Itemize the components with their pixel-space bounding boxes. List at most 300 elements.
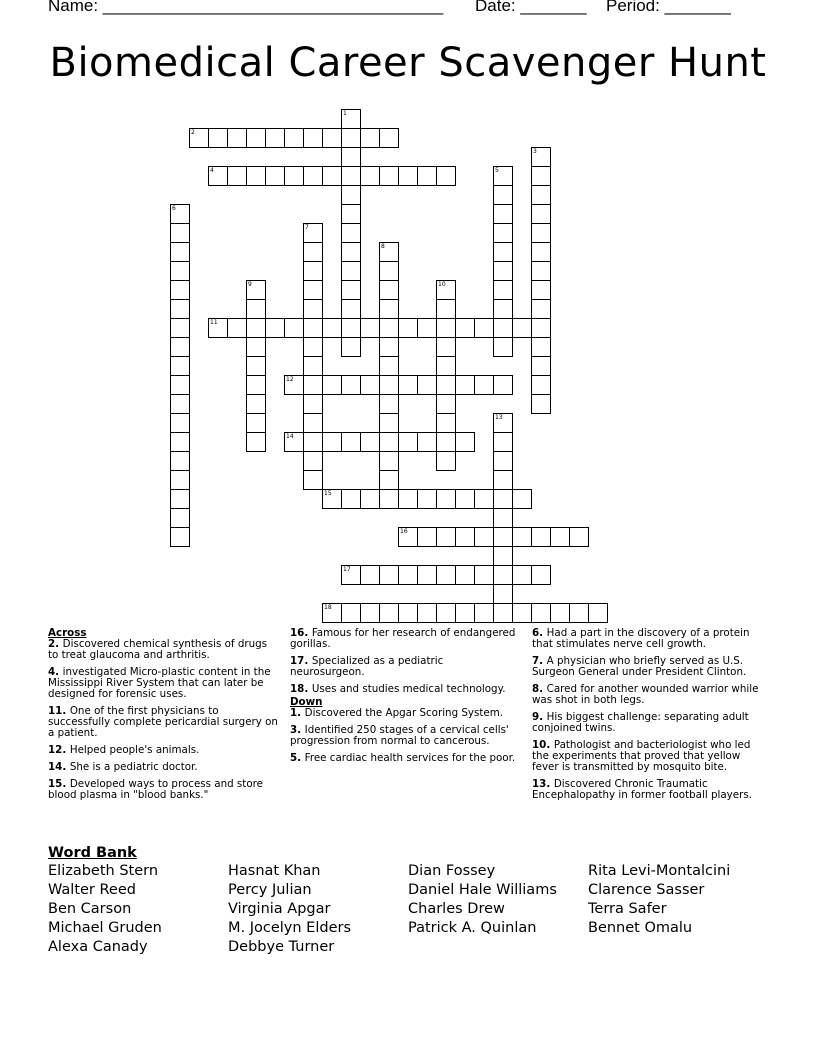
word-bank-item: Percy Julian [228, 882, 312, 898]
across-heading: Across [48, 627, 87, 639]
grid-cell[interactable] [493, 508, 513, 528]
grid-cell[interactable] [303, 451, 323, 471]
grid-cell[interactable] [227, 318, 247, 338]
grid-cell[interactable] [493, 527, 513, 547]
grid-cell[interactable] [322, 128, 342, 148]
grid-cell[interactable] [170, 451, 190, 471]
grid-cell[interactable] [550, 527, 570, 547]
clue-number-label: 10. [532, 739, 554, 751]
grid-cell[interactable] [493, 489, 513, 509]
grid-cell[interactable] [246, 128, 266, 148]
page-title: Biomedical Career Scavenger Hunt [49, 40, 767, 86]
grid-cell[interactable] [379, 166, 399, 186]
word-bank-item: Dian Fossey [408, 863, 496, 879]
grid-cell[interactable] [417, 603, 437, 623]
grid-cell[interactable] [550, 603, 570, 623]
grid-cell[interactable] [360, 489, 380, 509]
grid-cell[interactable] [531, 185, 551, 205]
grid-cell[interactable] [360, 432, 380, 452]
grid-cell[interactable] [170, 527, 190, 547]
clue-number-label: 2. [48, 638, 63, 650]
clue-down [290, 708, 518, 719]
grid-cell[interactable] [170, 489, 190, 509]
grid-cell[interactable] [417, 166, 437, 186]
grid-cell[interactable] [474, 489, 494, 509]
clue-text: Developed ways to process and store blood plasma in "blood banks." [48, 778, 263, 801]
clue-down [532, 684, 768, 706]
grid-cell[interactable] [531, 394, 551, 414]
clues-column-2 [290, 628, 518, 770]
grid-cell[interactable] [341, 432, 361, 452]
grid-cell[interactable] [455, 565, 475, 585]
grid-cell[interactable] [436, 527, 456, 547]
grid-cell[interactable] [303, 337, 323, 357]
grid-cell[interactable] [474, 527, 494, 547]
clue-number-label: 18. [290, 683, 312, 695]
grid-cell[interactable] [170, 356, 190, 376]
grid-cell[interactable] [493, 451, 513, 471]
grid-cell[interactable] [417, 565, 437, 585]
clue-text: Specialized as a pediatric neurosurgeon. [290, 655, 444, 678]
grid-cell[interactable] [436, 565, 456, 585]
grid-cell[interactable] [493, 166, 513, 186]
grid-cell[interactable] [341, 185, 361, 205]
grid-cell[interactable] [246, 413, 266, 433]
clue-text: Cared for another wounded warrior while was shot in both legs. [532, 683, 759, 706]
grid-cell[interactable] [379, 318, 399, 338]
grid-cell[interactable] [303, 470, 323, 490]
grid-cell[interactable] [322, 489, 342, 509]
grid-cell[interactable] [246, 318, 266, 338]
grid-cell[interactable] [493, 413, 513, 433]
clue-number: 10 [438, 281, 446, 288]
grid-cell[interactable] [341, 318, 361, 338]
grid-cell[interactable] [341, 261, 361, 281]
clue-number-label: 3. [290, 724, 305, 736]
grid-cell[interactable] [531, 318, 551, 338]
grid-cell[interactable] [170, 261, 190, 281]
word-bank-column [48, 862, 162, 957]
grid-cell[interactable] [436, 166, 456, 186]
grid-cell[interactable] [303, 375, 323, 395]
grid-cell[interactable] [379, 394, 399, 414]
grid-cell[interactable] [170, 280, 190, 300]
grid-cell[interactable] [379, 242, 399, 262]
grid-cell[interactable] [436, 432, 456, 452]
grid-cell[interactable] [170, 337, 190, 357]
grid-cell[interactable] [398, 432, 418, 452]
grid-cell[interactable] [360, 128, 380, 148]
grid-cell[interactable] [531, 147, 551, 167]
grid-cell[interactable] [531, 261, 551, 281]
grid-cell[interactable] [531, 337, 551, 357]
grid-cell[interactable] [284, 375, 304, 395]
grid-cell[interactable] [303, 166, 323, 186]
clue-number: 3 [533, 148, 537, 155]
grid-cell[interactable] [227, 166, 247, 186]
grid-cell[interactable] [341, 242, 361, 262]
grid-cell[interactable] [303, 280, 323, 300]
clue-text: Discovered chemical synthesis of drugs to treat glaucoma and arthritis. [48, 638, 268, 661]
grid-cell[interactable] [531, 299, 551, 319]
grid-cell[interactable] [455, 375, 475, 395]
grid-cell[interactable] [493, 318, 513, 338]
clue-across [48, 706, 280, 739]
name-field[interactable]: Name: ____________________________________ [48, 0, 444, 15]
grid-cell[interactable] [322, 166, 342, 186]
grid-cell[interactable] [417, 375, 437, 395]
grid-cell[interactable] [569, 527, 589, 547]
grid-cell[interactable] [322, 603, 342, 623]
grid-cell[interactable] [398, 527, 418, 547]
grid-cell[interactable] [436, 603, 456, 623]
clue-number: 7 [305, 224, 309, 231]
grid-cell[interactable] [417, 318, 437, 338]
grid-cell[interactable] [341, 128, 361, 148]
word-bank-item: Hasnat Khan [228, 863, 321, 879]
grid-cell[interactable] [436, 413, 456, 433]
word-bank-item: Michael Gruden [48, 920, 162, 936]
grid-cell[interactable] [379, 299, 399, 319]
grid-cell[interactable] [512, 527, 532, 547]
clue-text: One of the first physicians to successfully complete pericardial surgery on a patient. [48, 705, 278, 739]
clue-number: 13 [495, 414, 503, 421]
grid-cell[interactable] [531, 204, 551, 224]
clue-number: 1 [343, 110, 347, 117]
grid-cell[interactable] [493, 242, 513, 262]
grid-cell[interactable] [303, 261, 323, 281]
clue-number: 5 [495, 167, 499, 174]
clue-text: Discovered the Apgar Scoring System. [304, 707, 504, 719]
grid-cell[interactable] [379, 356, 399, 376]
grid-cell[interactable] [493, 223, 513, 243]
grid-cell[interactable] [398, 603, 418, 623]
grid-cell[interactable] [493, 337, 513, 357]
grid-cell[interactable] [265, 166, 285, 186]
grid-cell[interactable] [531, 527, 551, 547]
grid-cell[interactable] [170, 299, 190, 319]
clue-down [290, 725, 518, 747]
grid-cell[interactable] [379, 280, 399, 300]
grid-cell[interactable] [417, 527, 437, 547]
grid-cell[interactable] [341, 147, 361, 167]
word-bank-item: Clarence Sasser [588, 882, 705, 898]
grid-cell[interactable] [303, 299, 323, 319]
grid-cell[interactable] [455, 489, 475, 509]
word-bank-item: Debbye Turner [228, 939, 335, 955]
clue-text: Helped people's animals. [69, 744, 200, 756]
clue-number-label: 12. [48, 744, 70, 756]
grid-cell[interactable] [493, 375, 513, 395]
word-bank-item: Elizabeth Stern [48, 863, 159, 879]
clue-across [290, 628, 518, 650]
clue-number: 2 [191, 129, 195, 136]
grid-cell[interactable] [284, 432, 304, 452]
grid-cell[interactable] [398, 489, 418, 509]
grid-cell[interactable] [246, 280, 266, 300]
grid-cell[interactable] [493, 470, 513, 490]
grid-cell[interactable] [493, 261, 513, 281]
clue-text: Identified 250 stages of a cervical cells' progression from normal to cancerous. [290, 724, 509, 747]
grid-cell[interactable] [341, 166, 361, 186]
clue-text: investigated Micro-plastic content in the Mississippi River System that can later be designed for forensic uses. [48, 666, 271, 700]
grid-cell[interactable] [170, 242, 190, 262]
grid-cell[interactable] [246, 166, 266, 186]
grid-cell[interactable] [284, 128, 304, 148]
clue-text: A physician who briefly served as U.S. Surgeon General under President Clinton. [532, 655, 747, 678]
word-bank-title: Word Bank [48, 845, 137, 861]
clue-number-label: 15. [48, 778, 70, 790]
clue-text: His biggest challenge: separating adult conjoined twins. [532, 711, 749, 734]
grid-cell[interactable] [303, 128, 323, 148]
clue-text: Free cardiac health services for the poor. [304, 752, 516, 764]
clue-number: 9 [248, 281, 252, 288]
grid-cell[interactable] [531, 375, 551, 395]
grid-cell[interactable] [436, 337, 456, 357]
grid-cell[interactable] [493, 603, 513, 623]
word-bank-item: Daniel Hale Williams [408, 882, 557, 898]
word-bank-item: M. Jocelyn Elders [228, 920, 352, 936]
grid-cell[interactable] [341, 109, 361, 129]
grid-cell[interactable] [379, 375, 399, 395]
down-heading: Down [290, 696, 323, 708]
grid-cell[interactable] [246, 337, 266, 357]
clue-number-label: 9. [532, 711, 547, 723]
clue-number-label: 7. [532, 655, 547, 667]
clue-text: Famous for her research of endangered gorillas. [290, 627, 516, 650]
word-bank-column [228, 862, 351, 957]
grid-cell[interactable] [341, 337, 361, 357]
grid-cell[interactable] [360, 603, 380, 623]
grid-cell[interactable] [341, 280, 361, 300]
clue-number-label: 6. [532, 627, 547, 639]
grid-cell[interactable] [493, 204, 513, 224]
grid-cell[interactable] [493, 280, 513, 300]
clue-number-label: 4. [48, 666, 63, 678]
grid-cell[interactable] [569, 603, 589, 623]
clue-text: Uses and studies medical technology. [311, 683, 506, 695]
grid-cell[interactable] [474, 375, 494, 395]
grid-cell[interactable] [303, 242, 323, 262]
word-bank-item: Walter Reed [48, 882, 136, 898]
word-bank-column [588, 862, 730, 938]
grid-cell[interactable] [379, 413, 399, 433]
grid-cell[interactable] [360, 565, 380, 585]
grid-cell[interactable] [474, 318, 494, 338]
word-bank-item: Terra Safer [588, 901, 667, 917]
grid-cell[interactable] [341, 489, 361, 509]
clue-number: 4 [210, 167, 214, 174]
grid-cell[interactable] [531, 242, 551, 262]
grid-cell[interactable] [436, 318, 456, 338]
grid-cell[interactable] [246, 432, 266, 452]
grid-cell[interactable] [227, 128, 247, 148]
word-bank-item: Patrick A. Quinlan [408, 920, 537, 936]
grid-cell[interactable] [436, 375, 456, 395]
grid-cell[interactable] [246, 299, 266, 319]
grid-cell[interactable] [379, 261, 399, 281]
grid-cell[interactable] [531, 166, 551, 186]
grid-cell[interactable] [531, 565, 551, 585]
grid-cell[interactable] [531, 603, 551, 623]
clue-across [48, 762, 280, 773]
grid-cell[interactable] [303, 318, 323, 338]
grid-cell[interactable] [493, 299, 513, 319]
word-bank-item: Virginia Apgar [228, 901, 331, 917]
grid-cell[interactable] [379, 470, 399, 490]
word-bank-item: Ben Carson [48, 901, 132, 917]
clue-number-label: 1. [290, 707, 305, 719]
grid-cell[interactable] [493, 546, 513, 566]
grid-cell[interactable] [303, 394, 323, 414]
grid-cell[interactable] [436, 299, 456, 319]
clue-number-label: 5. [290, 752, 305, 764]
clue-across [48, 667, 280, 700]
grid-cell[interactable] [417, 432, 437, 452]
grid-cell[interactable] [493, 185, 513, 205]
grid-cell[interactable] [303, 413, 323, 433]
grid-cell[interactable] [436, 394, 456, 414]
grid-cell[interactable] [303, 356, 323, 376]
clue-number: 8 [381, 243, 385, 250]
grid-cell[interactable] [474, 565, 494, 585]
grid-cell[interactable] [379, 432, 399, 452]
clue-number: 15 [324, 490, 332, 497]
grid-cell[interactable] [284, 166, 304, 186]
clue-number-label: 13. [532, 778, 554, 790]
grid-cell[interactable] [303, 223, 323, 243]
word-bank-item: Bennet Omalu [588, 920, 693, 936]
grid-cell[interactable] [512, 565, 532, 585]
clue-text: Had a part in the discovery of a protein that stimulates nerve cell growth. [532, 627, 750, 650]
word-bank-item: Rita Levi-Montalcini [588, 863, 731, 879]
grid-cell[interactable] [436, 489, 456, 509]
clue-number: 18 [324, 604, 332, 611]
grid-cell[interactable] [512, 603, 532, 623]
grid-cell[interactable] [436, 451, 456, 471]
grid-cell[interactable] [474, 603, 494, 623]
clue-text: Discovered Chronic Traumatic Encephalopathy in former football players. [532, 778, 752, 801]
grid-cell[interactable] [208, 128, 228, 148]
grid-cell[interactable] [246, 356, 266, 376]
grid-cell[interactable] [341, 204, 361, 224]
clue-number: 17 [343, 566, 351, 573]
grid-cell[interactable] [246, 394, 266, 414]
grid-cell[interactable] [322, 375, 342, 395]
grid-cell[interactable] [588, 603, 608, 623]
grid-cell[interactable] [341, 375, 361, 395]
grid-cell[interactable] [531, 356, 551, 376]
grid-cell[interactable] [189, 128, 209, 148]
clue-text: She is a pediatric doctor. [69, 761, 198, 773]
grid-cell[interactable] [284, 318, 304, 338]
grid-cell[interactable] [208, 166, 228, 186]
grid-cell[interactable] [379, 565, 399, 585]
grid-cell[interactable] [246, 375, 266, 395]
clues-column-3 [532, 628, 768, 807]
grid-cell[interactable] [398, 318, 418, 338]
grid-cell[interactable] [379, 337, 399, 357]
word-bank-item: Alexa Canady [48, 939, 148, 955]
grid-cell[interactable] [170, 413, 190, 433]
clue-text: Pathologist and bacteriologist who led the experiments that proved that yellow fever is transmitted by mosquito bite. [532, 739, 751, 773]
clue-number-label: 17. [290, 655, 312, 667]
grid-cell[interactable] [265, 318, 285, 338]
clue-across [48, 745, 280, 756]
clue-across [290, 656, 518, 678]
clue-number: 14 [286, 433, 294, 440]
grid-cell[interactable] [170, 318, 190, 338]
grid-cell[interactable] [379, 603, 399, 623]
clue-number-label: 11. [48, 705, 70, 717]
clue-down [532, 628, 768, 650]
grid-cell[interactable] [170, 432, 190, 452]
clue-number-label: 14. [48, 761, 70, 773]
grid-cell[interactable] [455, 603, 475, 623]
clue-number: 11 [210, 319, 218, 326]
grid-cell[interactable] [455, 318, 475, 338]
grid-cell[interactable] [455, 527, 475, 547]
grid-cell[interactable] [265, 128, 285, 148]
grid-cell[interactable] [455, 432, 475, 452]
grid-cell[interactable] [531, 280, 551, 300]
grid-cell[interactable] [341, 299, 361, 319]
grid-cell[interactable] [512, 318, 532, 338]
word-bank-item: Charles Drew [408, 901, 505, 917]
grid-cell[interactable] [493, 432, 513, 452]
grid-cell[interactable] [170, 204, 190, 224]
grid-cell[interactable] [170, 223, 190, 243]
grid-cell[interactable] [322, 432, 342, 452]
grid-cell[interactable] [170, 375, 190, 395]
grid-cell[interactable] [436, 356, 456, 376]
grid-cell[interactable] [170, 508, 190, 528]
grid-cell[interactable] [208, 318, 228, 338]
grid-cell[interactable] [379, 489, 399, 509]
grid-cell[interactable] [341, 223, 361, 243]
grid-cell[interactable] [170, 470, 190, 490]
clue-down [532, 740, 768, 773]
clue-down [532, 779, 768, 801]
grid-cell[interactable] [493, 584, 513, 604]
grid-cell[interactable] [398, 565, 418, 585]
grid-cell[interactable] [341, 603, 361, 623]
grid-cell[interactable] [531, 223, 551, 243]
clue-across [48, 779, 280, 801]
clue-down [290, 753, 518, 764]
grid-cell[interactable] [303, 432, 323, 452]
grid-cell[interactable] [322, 318, 342, 338]
clue-number: 16 [400, 528, 408, 535]
grid-cell[interactable] [379, 128, 399, 148]
grid-cell[interactable] [341, 565, 361, 585]
grid-cell[interactable] [379, 451, 399, 471]
grid-cell[interactable] [493, 565, 513, 585]
grid-cell[interactable] [360, 375, 380, 395]
grid-cell[interactable] [398, 166, 418, 186]
period-field[interactable]: Period: _______ [606, 0, 731, 15]
grid-cell[interactable] [436, 280, 456, 300]
word-bank-column [408, 862, 557, 938]
grid-cell[interactable] [512, 489, 532, 509]
grid-cell[interactable] [360, 318, 380, 338]
date-field[interactable]: Date: _______ [475, 0, 587, 15]
clue-across [290, 684, 518, 695]
grid-cell[interactable] [170, 394, 190, 414]
grid-cell[interactable] [417, 489, 437, 509]
grid-cell[interactable] [398, 375, 418, 395]
grid-cell[interactable] [360, 166, 380, 186]
